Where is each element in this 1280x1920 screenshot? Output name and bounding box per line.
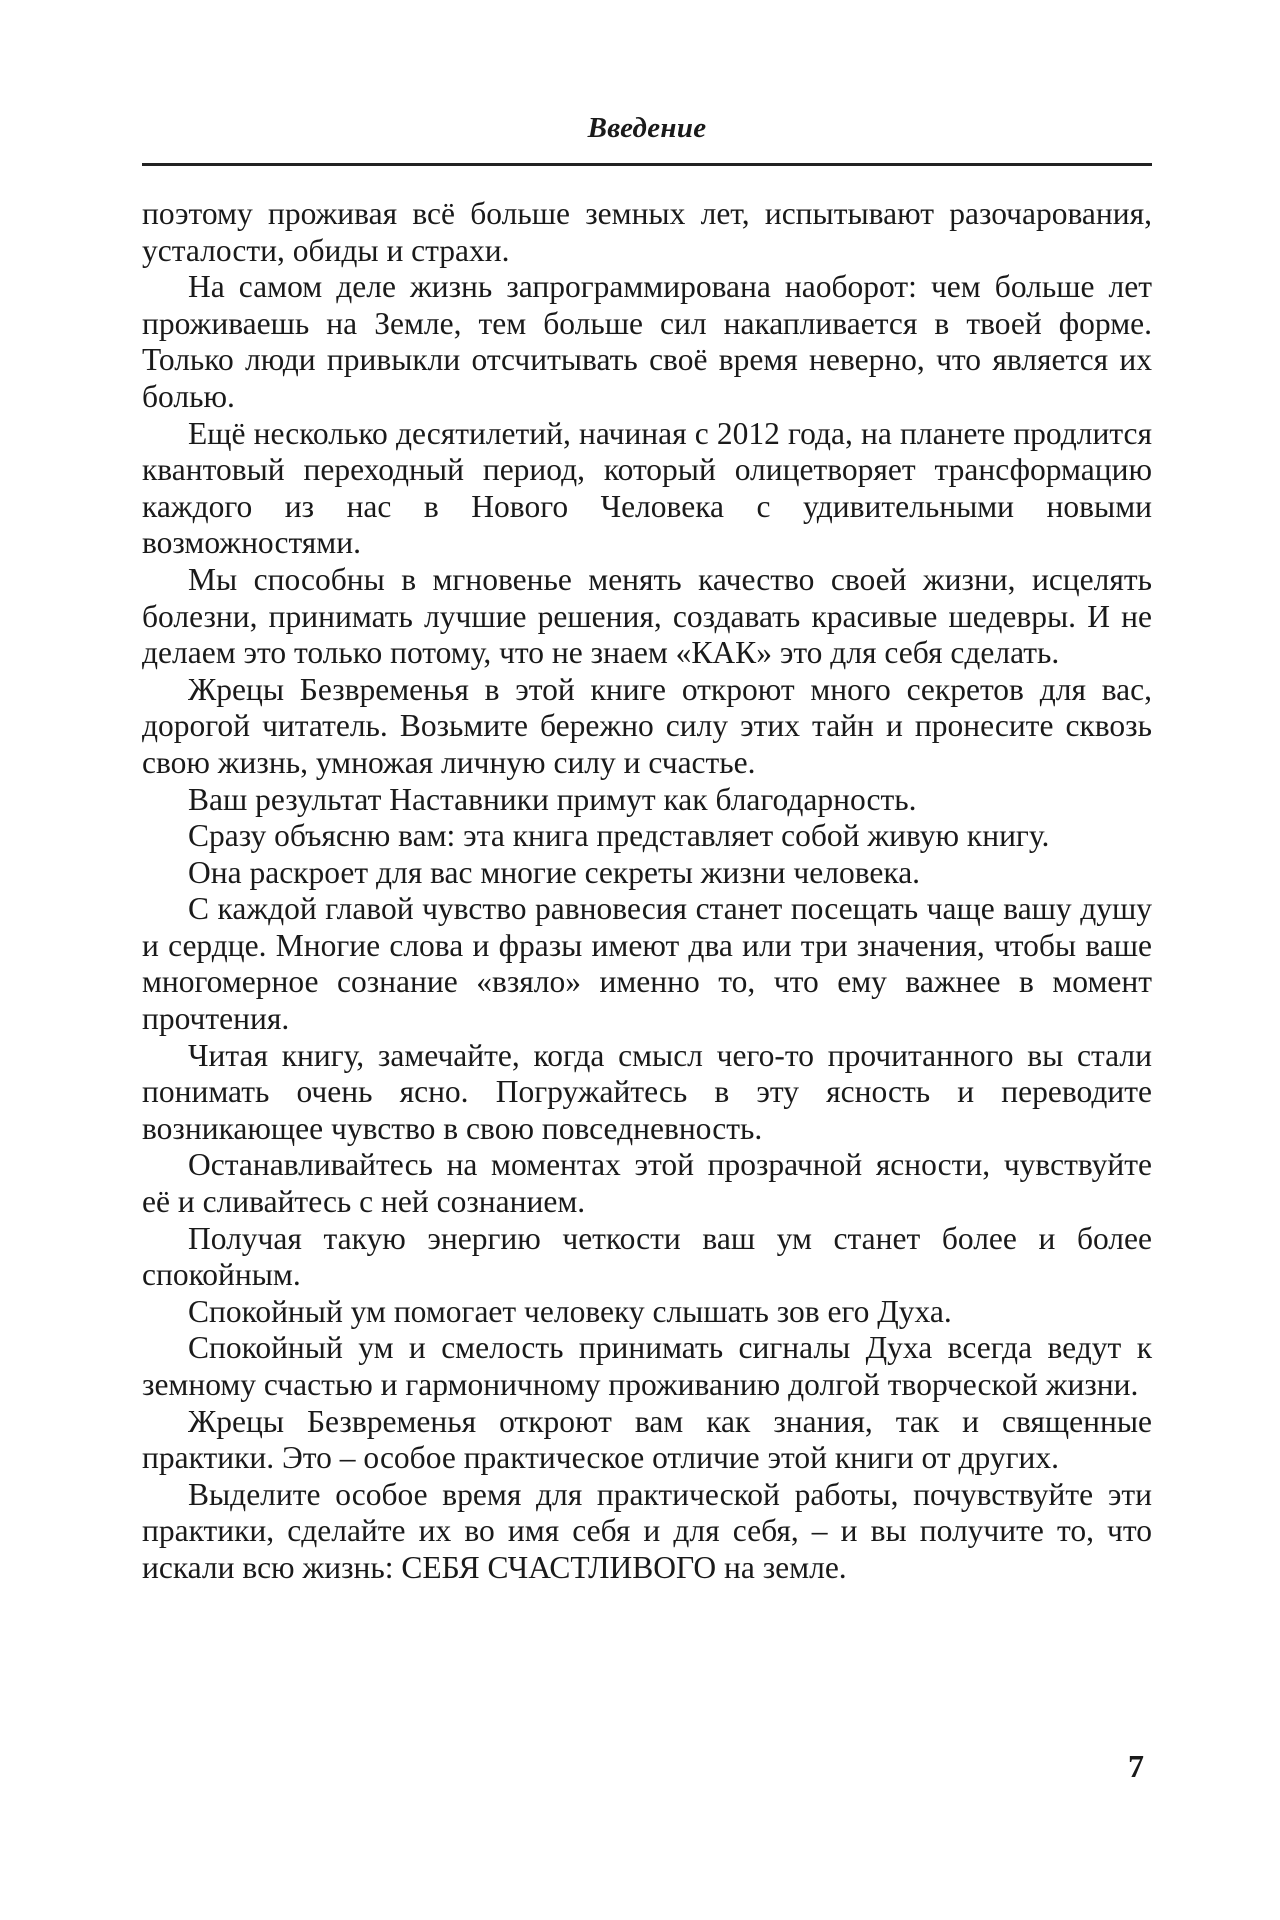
book-page [142,0,1152,1920]
paragraph: На самом деле жизнь запрограммирована наоборот: чем больше лет проживаешь на Земле, тем больше сил накапливается в твоей форме. Только люди привыкли отсчитывать своё время неверно, что является их болью. [142,269,1152,414]
header-rule [142,163,1152,166]
paragraph: Спокойный ум помогает человеку слышать зов его Духа. [188,1293,952,1329]
paragraph: Выделите особое время для практической работы, почувствуйте эти практики, сделайте их во имя себя и для себя, – и вы получите то, что искали всю жизнь: СЕБЯ СЧАСТЛИВОГО на земле. [142,1476,1152,1585]
paragraph: С каждой главой чувство равновесия станет посещать чаще вашу душу и сердце. Многие слова и фразы имеют два или три значения, чтобы ваше многомерное сознание «взяло» именно то, что ему важнее в момент прочтения. [142,891,1152,1037]
paragraph: Ещё несколько десятилетий, начиная с 2012 года, на планете продлится квантовый переходный период, который олицетворяет трансформацию каждого из нас в Нового Человека с удивительными новыми возможностями. [142,415,1152,561]
paragraph: Получая такую энергию четкости ваш ум станет более и более спокойным. [142,1220,1152,1293]
paragraph: Сразу объясню вам: эта книга представляет собой живую книгу. [188,818,1050,854]
paragraph: Жрецы Безвременья в этой книге откроют много секретов для вас, дорогой читатель. Возьмите бережно силу этих тайн и пронесите сквозь свою жизнь, умножая личную силу и счастье. [142,671,1152,780]
running-head: Введение [587,112,707,144]
paragraph: Останавливайтесь на моментах этой прозрачной ясности, чувствуйте её и сливайтесь с ней сознанием. [142,1147,1152,1220]
paragraph: поэтому проживая всё больше земных лет, испытывают разочарования, усталости, обиды и страхи. [142,196,1152,268]
page-number: 7 [1128,1748,1144,1784]
paragraph: Жрецы Безвременья откроют вам как знания, так и священные практики. Это – особое практическое отличие этой книги от других. [142,1403,1152,1476]
paragraph: Она раскроет для вас многие секреты жизни человека. [188,854,921,890]
body-text [142,196,1152,1587]
paragraph: Ваш результат Наставники примут как благодарность. [188,781,917,817]
paragraph: Спокойный ум и смелость принимать сигналы Духа всегда ведут к земному счастью и гармоничному проживанию долгой творческой жизни. [142,1330,1152,1402]
paragraph: Мы способны в мгновенье менять качество своей жизни, исцелять болезни, принимать лучшие решения, создавать красивые шедевры. И не делаем это только потому, что не знаем «КАК» это для себя сделать. [142,561,1152,671]
paragraph: Читая книгу, замечайте, когда смысл чего-то прочитанного вы стали понимать очень ясно. Погружайтесь в эту ясность и переводите возникающее чувство в свою повседневность. [142,1037,1152,1146]
